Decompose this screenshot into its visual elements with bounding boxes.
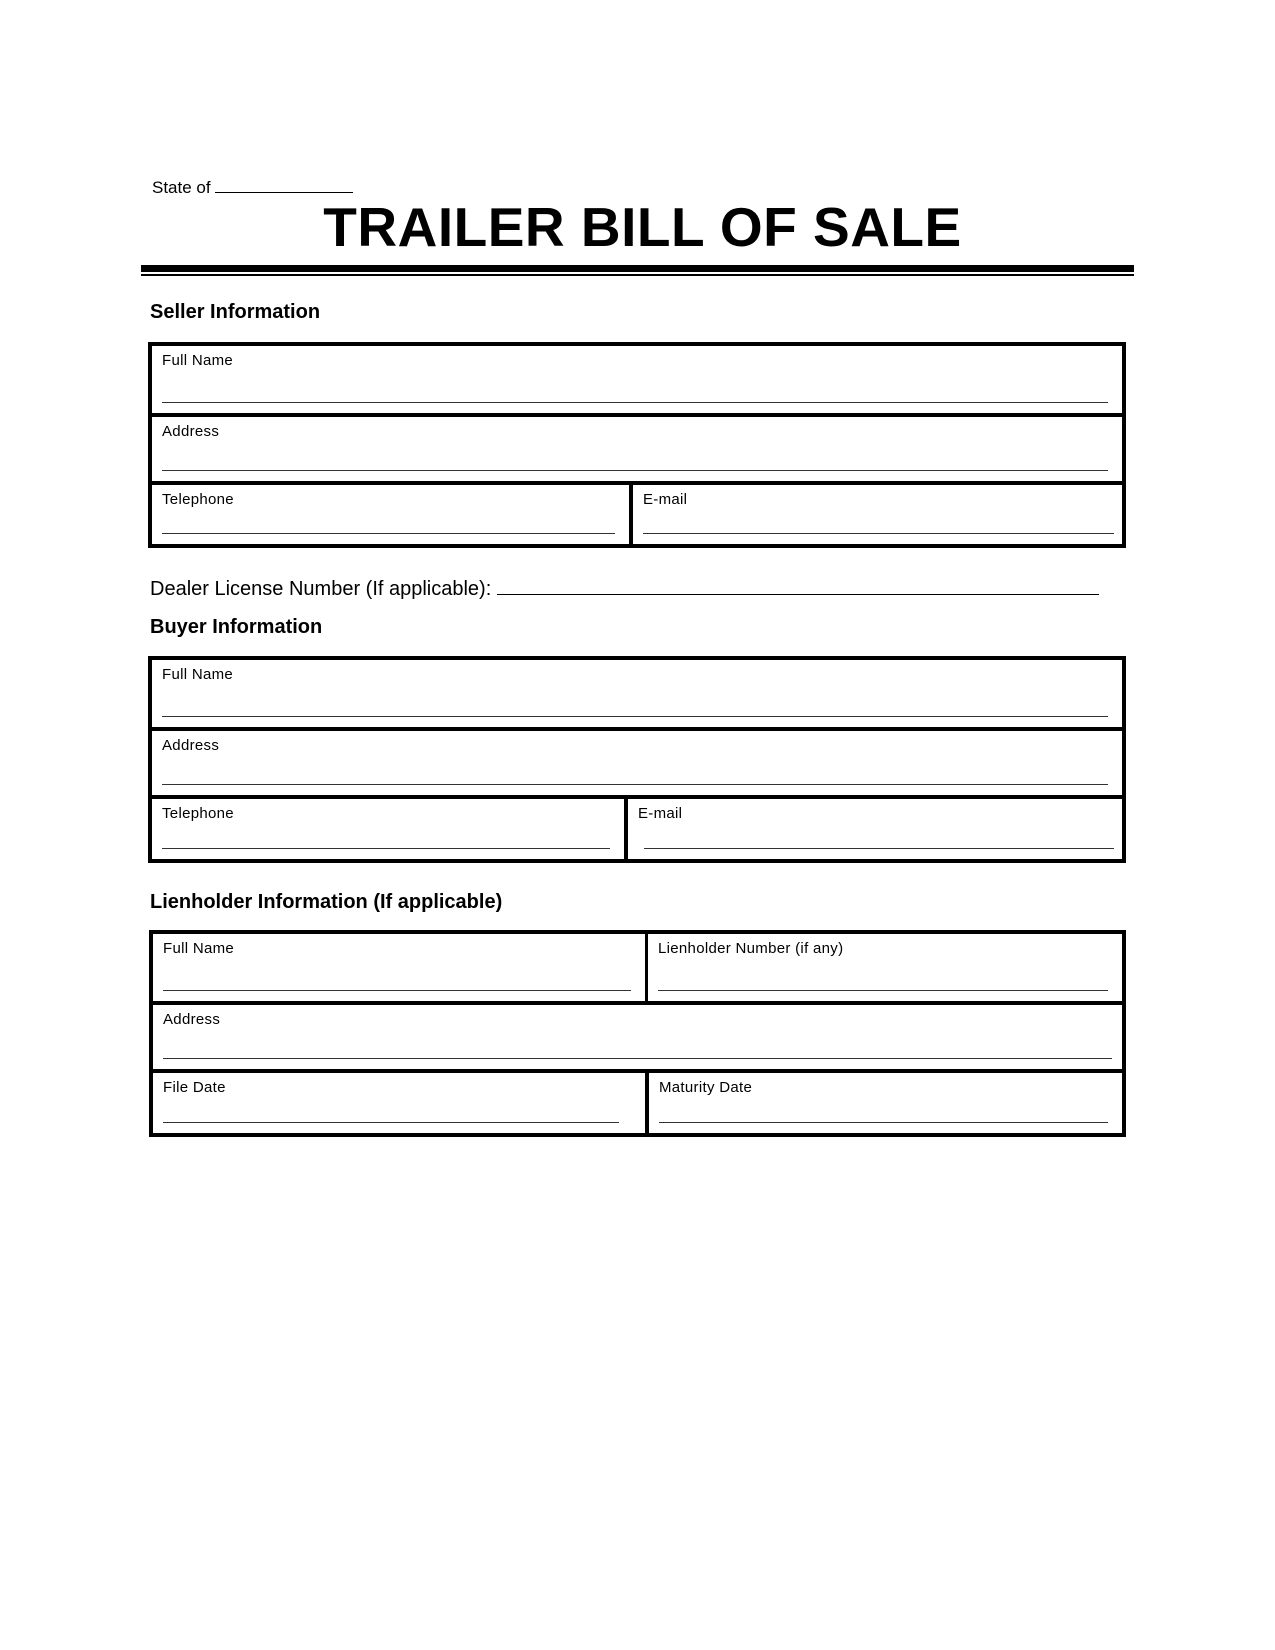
seller-address-line[interactable]	[162, 470, 1108, 471]
state-of-blank[interactable]	[215, 176, 353, 193]
buyer-info-box	[148, 656, 1126, 863]
lienholder-full-name-field[interactable]	[153, 934, 645, 1001]
buyer-heading: Buyer Information	[150, 616, 323, 638]
buyer-full-name-line[interactable]	[162, 716, 1108, 717]
seller-full-name-line[interactable]	[162, 402, 1108, 403]
seller-email-field[interactable]	[629, 485, 1122, 544]
seller-full-name-field[interactable]	[152, 346, 1122, 413]
buyer-full-name-row	[152, 660, 1122, 727]
lienholder-maturity-date-label: Maturity Date	[659, 1079, 753, 1096]
lienholder-file-date-field[interactable]	[153, 1073, 645, 1133]
state-of-field	[152, 176, 353, 198]
seller-telephone-field[interactable]	[152, 485, 629, 544]
seller-email-line[interactable]	[643, 533, 1114, 534]
lienholder-full-name-line[interactable]	[163, 990, 631, 991]
seller-full-name-label: Full Name	[162, 352, 234, 369]
title-rule-thick	[141, 265, 1134, 272]
buyer-telephone-label: Telephone	[162, 805, 234, 822]
buyer-email-field[interactable]	[624, 799, 1122, 859]
buyer-address-label: Address	[162, 737, 220, 754]
seller-address-label: Address	[162, 423, 220, 440]
seller-address-field[interactable]	[152, 417, 1122, 481]
seller-telephone-label: Telephone	[162, 491, 234, 508]
buyer-address-line[interactable]	[162, 784, 1108, 785]
state-of-label: State of	[152, 178, 211, 197]
buyer-contact-row	[152, 795, 1122, 859]
lienholder-dates-row	[153, 1069, 1122, 1133]
seller-heading: Seller Information	[150, 301, 321, 323]
dealer-license-field	[150, 576, 1099, 601]
lienholder-full-name-label: Full Name	[163, 940, 235, 957]
lienholder-number-label: Lienholder Number (if any)	[658, 940, 844, 957]
lienholder-file-date-label: File Date	[163, 1079, 226, 1096]
buyer-telephone-field[interactable]	[152, 799, 624, 859]
seller-full-name-row	[152, 346, 1122, 413]
buyer-address-row	[152, 727, 1122, 795]
lienholder-maturity-date-field[interactable]	[645, 1073, 1122, 1133]
buyer-address-field[interactable]	[152, 731, 1122, 795]
buyer-telephone-line[interactable]	[162, 848, 610, 849]
seller-info-box	[148, 342, 1126, 548]
buyer-full-name-field[interactable]	[152, 660, 1122, 727]
lienholder-address-row	[153, 1001, 1122, 1069]
buyer-full-name-label: Full Name	[162, 666, 234, 683]
dealer-license-label: Dealer License Number (If applicable):	[150, 578, 492, 600]
seller-address-row	[152, 413, 1122, 481]
lienholder-file-date-line[interactable]	[163, 1122, 619, 1123]
lienholder-heading: Lienholder Information (If applicable)	[150, 891, 503, 913]
lienholder-info-box	[149, 930, 1126, 1137]
lienholder-number-line[interactable]	[658, 990, 1108, 991]
lienholder-name-row	[153, 934, 1122, 1001]
lienholder-maturity-date-line[interactable]	[659, 1122, 1108, 1123]
document-title: TRAILER BILL OF SALE	[323, 196, 962, 258]
seller-telephone-line[interactable]	[162, 533, 615, 534]
buyer-email-label: E-mail	[638, 805, 683, 822]
lienholder-address-field[interactable]	[153, 1005, 1122, 1069]
title-rule-thin	[141, 274, 1134, 276]
dealer-license-blank[interactable]	[497, 576, 1099, 595]
buyer-email-line[interactable]	[644, 848, 1114, 849]
lienholder-address-line[interactable]	[163, 1058, 1112, 1059]
seller-email-label: E-mail	[643, 491, 688, 508]
lienholder-number-field[interactable]	[645, 934, 1122, 1001]
seller-contact-row	[152, 481, 1122, 544]
lienholder-address-label: Address	[163, 1011, 221, 1028]
